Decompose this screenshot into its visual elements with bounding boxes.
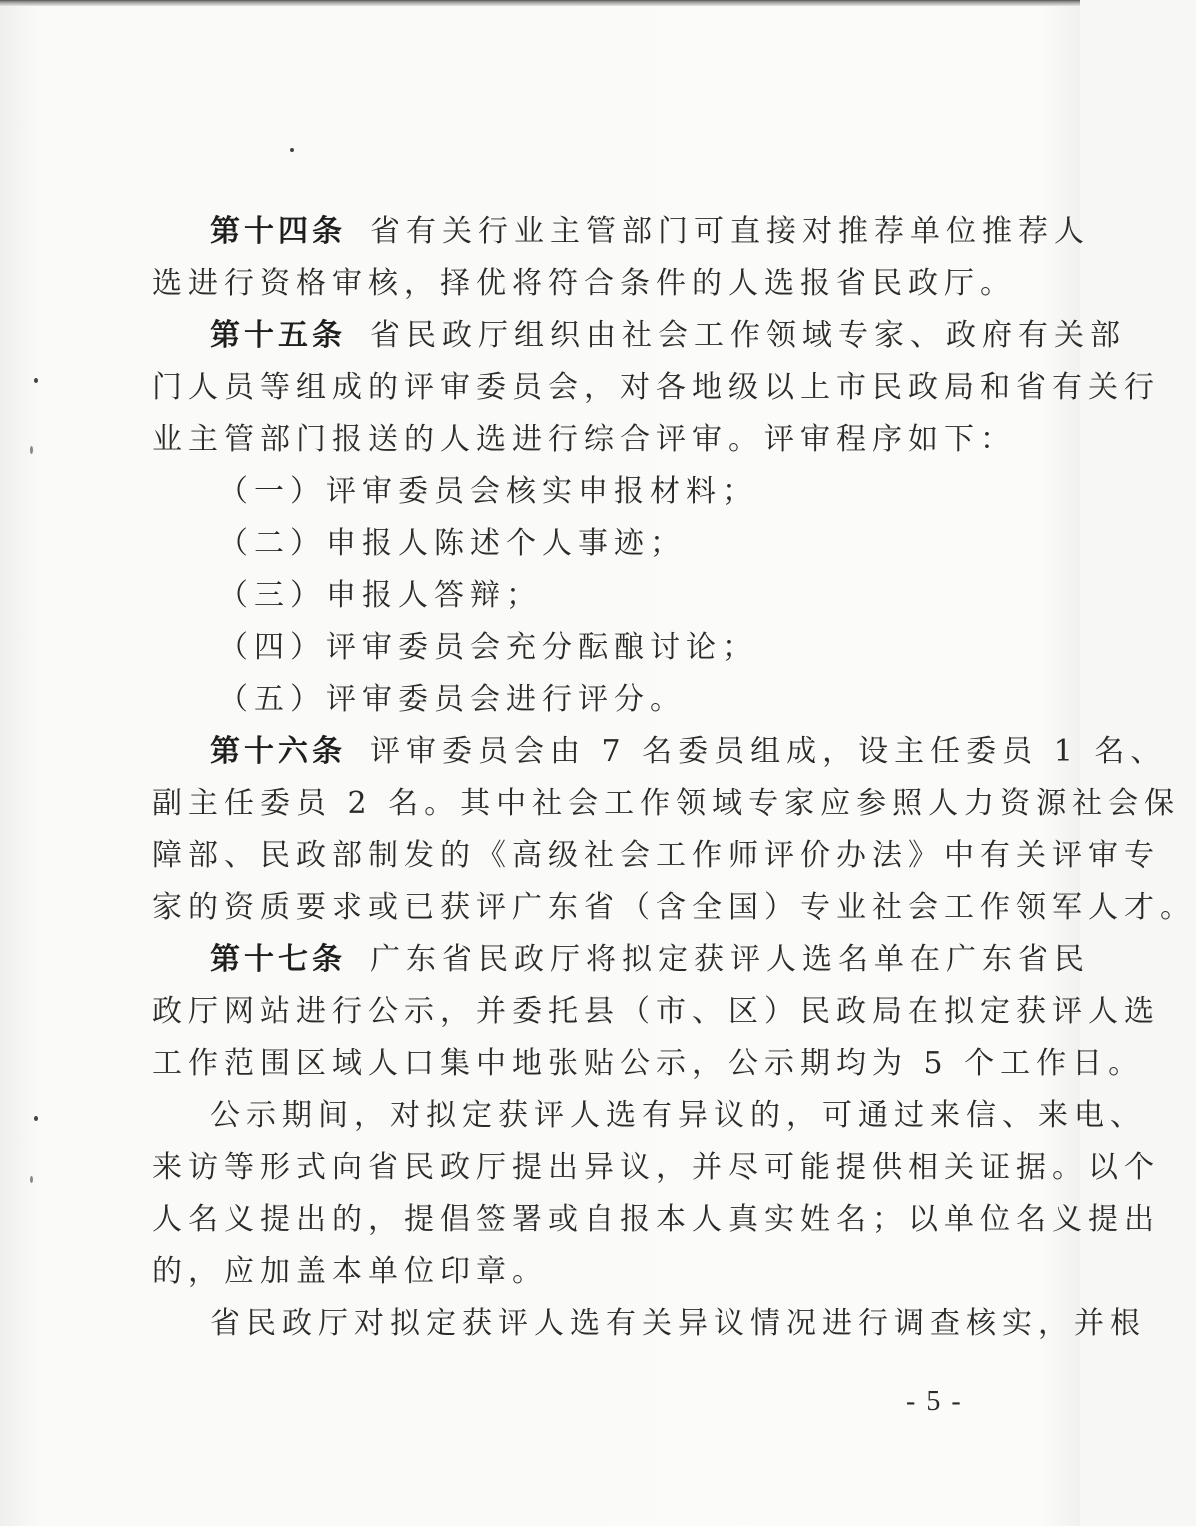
line-text: （二）申报人陈述个人事迹； <box>218 526 686 561</box>
procedure-item-5 <box>152 674 964 726</box>
body-text <box>152 206 1196 1350</box>
procedure-item-3 <box>152 570 964 622</box>
line-text: 政厅网站进行公示，并委托县（市、区）民政局在拟定获评人选 <box>152 994 1160 1029</box>
scan-speck <box>34 1116 38 1121</box>
article-15-line-1 <box>152 310 1126 362</box>
line-text: 评审委员会由 7 名委员组成，设主任委员 1 名、 <box>370 734 1167 769</box>
scan-speck <box>30 446 33 454</box>
article-17-line-3 <box>152 1038 1145 1090</box>
article-14-line-1 <box>152 206 1090 258</box>
objection-paragraph-line-1 <box>152 1090 1146 1142</box>
article-17-line-2 <box>152 986 1160 1038</box>
article-15-line-3 <box>152 414 1016 466</box>
line-text: 选进行资格审核，择优将符合条件的人选报省民政厅。 <box>152 266 1016 301</box>
article-17-line-1 <box>152 934 1090 986</box>
objection-paragraph-line-4 <box>152 1246 964 1298</box>
line-text: 门人员等组成的评审委员会，对各地级以上市民政局和省有关行 <box>152 370 1160 405</box>
line-text: 工作范围区域人口集中地张贴公示，公示期均为 5 个工作日。 <box>152 1046 1145 1081</box>
article-16-line-2 <box>152 778 1181 830</box>
line-text: （一）评审委员会核实申报材料； <box>218 474 758 509</box>
article-16-line-3 <box>152 830 1160 882</box>
line-text: 来访等形式向省民政厅提出异议，并尽可能提供相关证据。以个 <box>152 1150 1160 1185</box>
line-text: 公示期间，对拟定获评人选有异议的，可通过来信、来电、 <box>210 1098 1146 1133</box>
line-text: 广东省民政厅将拟定获评人选名单在广东省民 <box>370 942 1090 977</box>
scan-speck <box>290 148 294 152</box>
objection-paragraph-line-3 <box>152 1194 1160 1246</box>
line-text: （三）申报人答辩； <box>218 578 542 613</box>
line-text: （四）评审委员会充分酝酿讨论； <box>218 630 758 665</box>
article-14-line-2 <box>152 258 1016 310</box>
scan-speck <box>34 378 38 383</box>
line-text: 家的资质要求或已获评广东省（含全国）专业社会工作领军人才。 <box>152 890 1196 925</box>
line-text: （五）评审委员会进行评分。 <box>218 682 686 717</box>
line-text: 的，应加盖本单位印章。 <box>152 1254 548 1289</box>
article-heading: 第十四条 <box>210 214 346 249</box>
scan-top-edge <box>0 0 1080 6</box>
page-number: - 5 - <box>906 1386 963 1417</box>
article-15-line-2 <box>152 362 1160 414</box>
article-16-line-4 <box>152 882 1196 934</box>
article-heading: 第十六条 <box>210 734 346 769</box>
line-text: 副主任委员 2 名。其中社会工作领域专家应参照人力资源社会保 <box>152 786 1181 821</box>
article-16-line-1 <box>152 726 1167 778</box>
line-text: 人名义提出的，提倡签署或自报本人真实姓名；以单位名义提出 <box>152 1202 1160 1237</box>
article-heading: 第十五条 <box>210 318 346 353</box>
line-text: 省民政厅组织由社会工作领域专家、政府有关部 <box>370 318 1126 353</box>
procedure-item-1 <box>152 466 964 518</box>
article-heading: 第十七条 <box>210 942 346 977</box>
procedure-item-2 <box>152 518 964 570</box>
scan-speck <box>30 1176 33 1183</box>
line-text: 省民政厅对拟定获评人选有关异议情况进行调查核实，并根 <box>210 1306 1146 1341</box>
line-text: 省有关行业主管部门可直接对推荐单位推荐人 <box>370 214 1090 249</box>
line-text: 障部、民政部制发的《高级社会工作师评价办法》中有关评审专 <box>152 838 1160 873</box>
line-text: 业主管部门报送的人选进行综合评审。评审程序如下： <box>152 422 1016 457</box>
procedure-item-4 <box>152 622 964 674</box>
verification-paragraph-line-1 <box>152 1298 1146 1350</box>
objection-paragraph-line-2 <box>152 1142 1160 1194</box>
